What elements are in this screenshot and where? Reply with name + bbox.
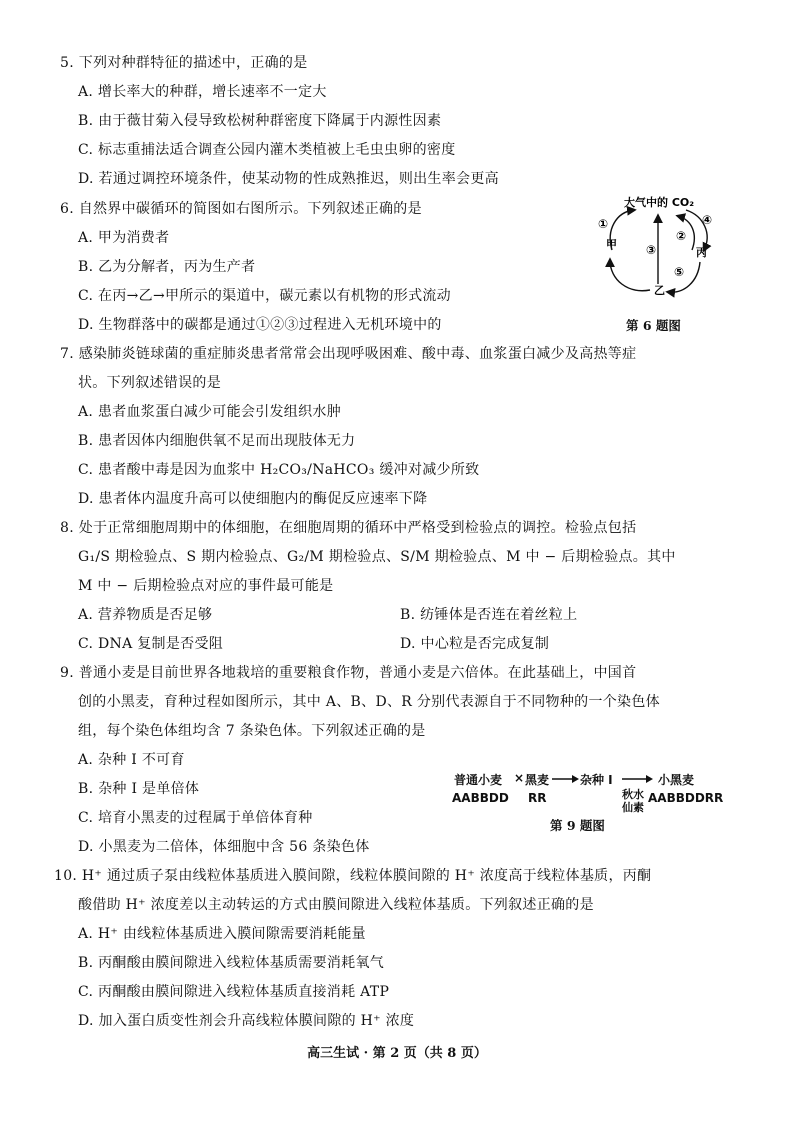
- q6-stem: 6. 自然界中碳循环的简图如右图所示。下列叙述正确的是: [60, 201, 422, 217]
- page-footer: 高三生试 · 第 2 页（共 8 页）: [307, 1046, 487, 1061]
- marker-2: ②: [676, 229, 687, 243]
- q10-option-c: C. 丙酮酸由膜间隙进入线粒体基质直接消耗 ATP: [78, 984, 390, 1000]
- q8-option-c: C. DNA 复制是否受阻: [78, 636, 224, 652]
- q7-stem-line-2: 状。下列叙述错误的是: [78, 375, 221, 391]
- q6-option-a: A. 甲为消费者: [78, 230, 170, 246]
- marker-5: ⑤: [674, 265, 685, 279]
- q5-option-d: D. 若通过调控环境条件，使某动物的性成熟推迟，则出生率会更高: [78, 171, 499, 187]
- figure-9-caption: 第 9 题图: [550, 818, 605, 833]
- q9-stem-line-1: 9. 普通小麦是目前世界各地栽培的重要粮食作物，普通小麦是六倍体。在此基础上，中国首: [60, 665, 637, 681]
- node-yi: 乙: [654, 284, 665, 297]
- q9-stem-line-2: 创的小黑麦，育种过程如图所示，其中 A、B、D、R 分别代表源自于不同物种的一个染色体: [78, 694, 660, 710]
- node-bing: 丙: [696, 246, 707, 259]
- arrow-yi-to-jia: [610, 260, 650, 291]
- q10-option-b: B. 丙酮酸由膜间隙进入线粒体基质需要消耗氧气: [78, 955, 385, 971]
- q6-option-b: B. 乙为分解者，丙为生产者: [78, 259, 256, 275]
- q6-option-c: C. 在丙→乙→甲所示的渠道中，碳元素以有机物的形式流动: [78, 288, 451, 304]
- q7-option-c: C. 患者酸中毒是因为血浆中 H₂CO₃/NaHCO₃ 缓冲对减少所致: [78, 462, 480, 478]
- triticale-genome: AABBDDRR: [648, 791, 724, 805]
- times-sign: ×: [514, 771, 525, 785]
- marker-1: ①: [598, 217, 609, 231]
- q10-stem-line-2: 酸借助 H⁺ 浓度差以主动转运的方式由膜间隙进入线粒体基质。下列叙述正确的是: [78, 897, 594, 913]
- marker-4: ④: [702, 213, 713, 227]
- q5-stem: 5. 下列对种群特征的描述中，正确的是: [60, 55, 308, 71]
- q8-stem-line-3: M 中 − 后期检验点对应的事件最可能是: [78, 578, 334, 594]
- q9-option-d: D. 小黑麦为二倍体，体细胞中含 56 条染色体: [78, 839, 370, 855]
- carbon-cycle-diagram: [592, 190, 722, 310]
- q5-option-b: B. 由于薇甘菊入侵导致松树种群密度下降属于内源性因素: [78, 113, 442, 129]
- q7-stem-line-1: 7. 感染肺炎链球菌的重症肺炎患者常常会出现呼吸困难、酸中毒、血浆蛋白减少及高热等症: [60, 346, 637, 362]
- q9-option-a: A. 杂种 I 不可育: [78, 752, 185, 768]
- q8-option-b: B. 纺锤体是否连在着丝粒上: [400, 607, 578, 623]
- figure-6-caption: 第 6 题图: [626, 318, 681, 333]
- colchicine-top: 秋水: [622, 788, 644, 801]
- colchicine-bottom: 仙素: [622, 801, 644, 814]
- q7-option-d: D. 患者体内温度升高可以使细胞内的酶促反应速率下降: [78, 491, 428, 507]
- q8-stem-line-1: 8. 处于正常细胞周期中的体细胞，在细胞周期的循环中严格受到检验点的调控。检验点包括: [60, 520, 637, 536]
- rye-label: 黑麦: [525, 773, 550, 787]
- q5-option-a: A. 增长率大的种群，增长速率不一定大: [78, 84, 327, 100]
- q7-option-b: B. 患者因体内细胞供氧不足而出现肢体无力: [78, 433, 356, 449]
- triticale-label: 小黑麦: [658, 773, 695, 787]
- node-jia: 甲: [606, 238, 617, 251]
- q9-stem-line-3: 组，每个染色体组均含 7 条染色体。下列叙述正确的是: [78, 723, 426, 739]
- q6-option-d: D. 生物群落中的碳都是通过①②③过程进入无机环境中的: [78, 317, 442, 333]
- q9-option-c: C. 培育小黑麦的过程属于单倍体育种: [78, 810, 313, 826]
- rye-genome: RR: [528, 791, 547, 805]
- q5-option-c: C. 标志重捕法适合调查公园内灌木类植被上毛虫虫卵的密度: [78, 142, 456, 158]
- wheat-genome: AABBDD: [452, 791, 509, 805]
- hybrid-label: 杂种 I: [580, 773, 613, 787]
- q10-option-d: D. 加入蛋白质变性剂会升高线粒体膜间隙的 H⁺ 浓度: [78, 1013, 415, 1029]
- q7-option-a: A. 患者血浆蛋白减少可能会引发组织水肿: [78, 404, 342, 420]
- arrow-to-triticale: [620, 771, 654, 787]
- q8-stem-line-2: G₁/S 期检验点、S 期内检验点、G₂/M 期检验点、S/M 期检验点、M 中 − 后期检验点。其中: [78, 549, 676, 565]
- q10-stem-line-1: 10. H⁺ 通过质子泵由线粒体基质进入膜间隙，线粒体膜间隙的 H⁺ 浓度高于线粒体基质，丙酮: [54, 868, 652, 884]
- marker-3: ③: [646, 243, 657, 257]
- q10-option-a: A. H⁺ 由线粒体基质进入膜间隙需要消耗能量: [78, 926, 366, 942]
- wheat-label: 普通小麦: [454, 773, 503, 787]
- q8-option-d: D. 中心粒是否完成复制: [400, 636, 550, 652]
- q9-option-b: B. 杂种 I 是单倍体: [78, 781, 200, 797]
- q8-option-a: A. 营养物质是否足够: [78, 607, 213, 623]
- arrow-to-hybrid: [550, 771, 580, 787]
- atmosphere-co2-label: 大气中的 CO₂: [624, 196, 695, 209]
